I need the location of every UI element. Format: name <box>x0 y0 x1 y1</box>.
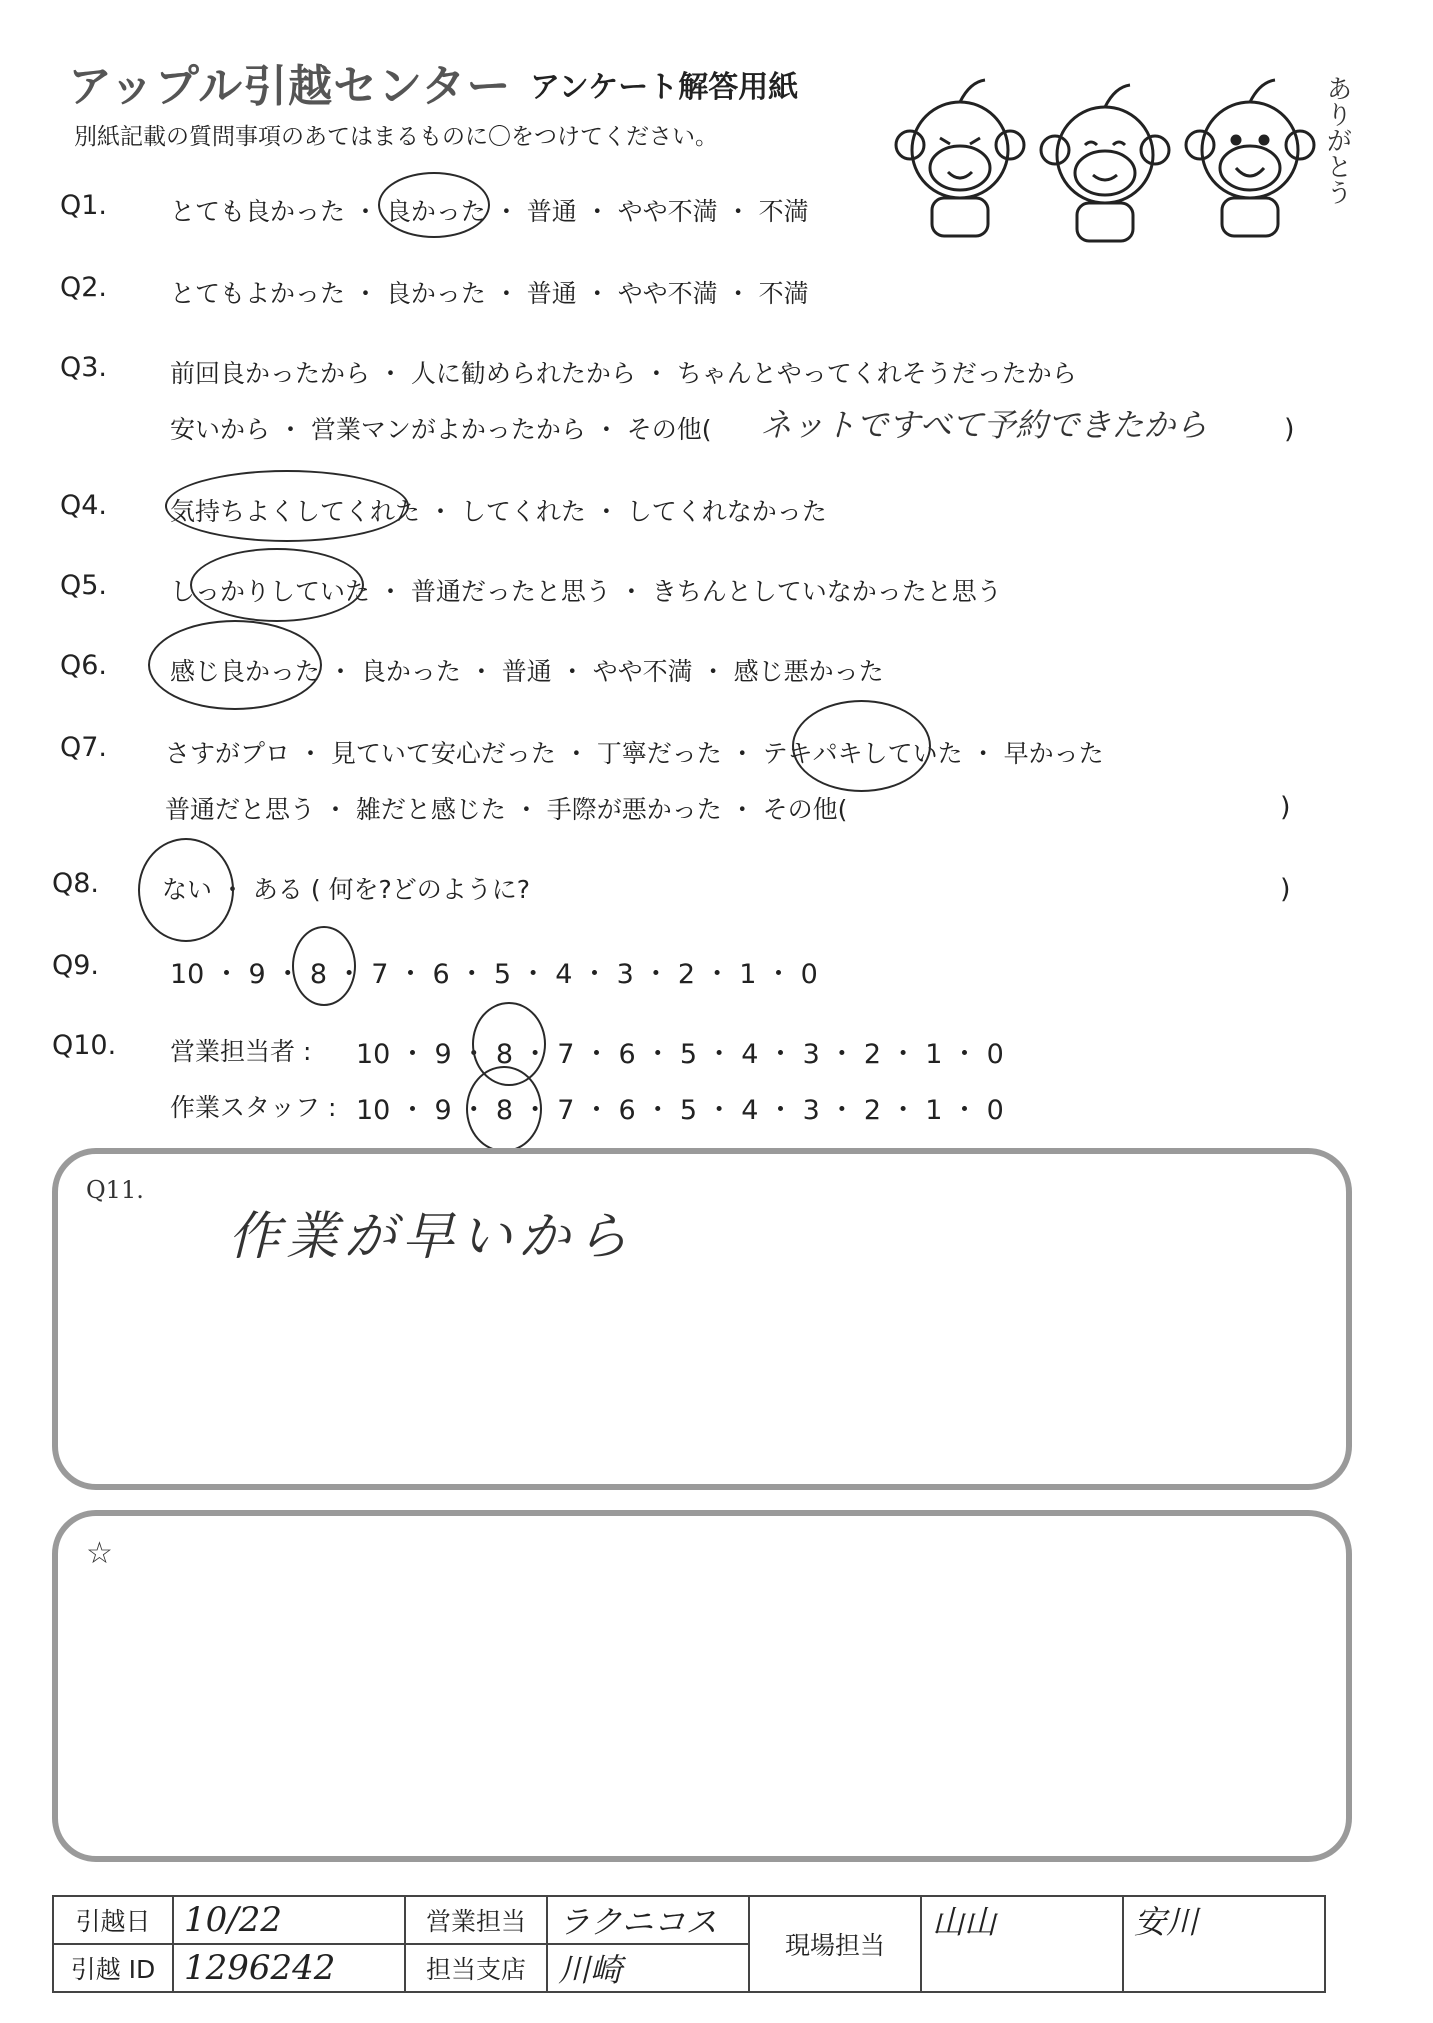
q10-sales-label: 営業担当者 : <box>170 1037 312 1066</box>
answer-circle-q5 <box>190 548 364 622</box>
answer-circle-q8 <box>138 838 234 942</box>
q3-label: Q3. <box>60 352 108 383</box>
q7-label: Q7. <box>60 732 108 763</box>
q1-label: Q1. <box>60 190 108 221</box>
q6-options: 感じ良かった ・ 良かった ・ 普通 ・ やや不満 ・ 感じ悪かった <box>170 657 884 686</box>
site-rep-label: 現場担当 <box>749 1896 921 1992</box>
q11-label: Q11. <box>86 1176 144 1204</box>
q7-options-line1: さすがプロ ・ 見ていて安心だった ・ 丁寧だった ・ テキパキしていた ・ 早かった <box>165 739 1104 768</box>
branch-value: 川崎 <box>547 1944 749 1992</box>
q2-options: とてもよかった ・ 良かった ・ 普通 ・ やや不満 ・ 不満 <box>170 279 809 308</box>
q6-label: Q6. <box>60 650 108 681</box>
move-date-value: 10/22 <box>173 1896 405 1944</box>
move-id-value: 1296242 <box>173 1944 405 1992</box>
answer-circle-q7 <box>792 700 931 792</box>
sales-rep-label: 営業担当 <box>405 1896 547 1944</box>
q10-label: Q10. <box>52 1030 117 1061</box>
answer-circle-q4 <box>165 470 409 542</box>
q9-label: Q9. <box>52 950 100 981</box>
q7-close-paren: ) <box>1280 792 1291 823</box>
answer-circle-q9 <box>292 926 356 1006</box>
q11-answer-box <box>52 1148 1352 1490</box>
footer-info-table <box>52 1895 1326 1993</box>
q9-options: 10 ・ 9 ・ 8 ・ 7 ・ 6 ・ 5 ・ 4 ・ 3 ・ 2 ・ 1 ・ 0 <box>170 959 818 990</box>
q4-options: 気持ちよくしてくれた ・ してくれた ・ してくれなかった <box>170 497 827 526</box>
instruction-text: 別紙記載の質問事項のあてはまるものに〇をつけてください。 <box>74 124 718 150</box>
q8-close-paren: ) <box>1280 874 1291 905</box>
answer-circle-q1 <box>378 172 490 238</box>
q5-label: Q5. <box>60 570 108 601</box>
q3-options-line2: 安いから ・ 営業マンがよかったから ・ その他( <box>170 415 712 444</box>
q8-options: ない ・ ある ( 何を?どのように? <box>162 875 531 904</box>
sales-rep-value: ラクニコス <box>547 1896 749 1944</box>
q8-label: Q8. <box>52 868 100 899</box>
q10-sales-options: 10 ・ 9 ・ 8 ・ 7 ・ 6 ・ 5 ・ 4 ・ 3 ・ 2 ・ 1 ・ 0 <box>356 1039 1004 1070</box>
q3-options-line1: 前回良かったから ・ 人に勧められたから ・ ちゃんとやってくれそうだったから <box>170 359 1077 388</box>
q3-close-paren: ) <box>1284 414 1295 445</box>
answer-circle-q6 <box>148 620 322 710</box>
branch-label: 担当支店 <box>405 1944 547 1992</box>
q5-options: しっかりしていた ・ 普通だったと思う ・ きちんとしていなかったと思う <box>170 577 1002 606</box>
q4-label: Q4. <box>60 490 108 521</box>
company-title: アップル引越センター <box>68 61 512 112</box>
form-subtitle: アンケート解答用紙 <box>530 70 799 105</box>
q11-handwritten-answer: 作業が早いから <box>228 1207 635 1267</box>
q10-staff-label: 作業スタッフ : <box>170 1093 337 1122</box>
q7-options-line2: 普通だと思う ・ 雑だと感じた ・ 手際が悪かった ・ その他( <box>165 795 848 824</box>
q10-staff-options: 10 ・ 9 ・ 8 ・ 7 ・ 6 ・ 5 ・ 4 ・ 3 ・ 2 ・ 1 ・ 0 <box>356 1095 1004 1126</box>
move-date-label: 引越日 <box>53 1896 173 1944</box>
q2-label: Q2. <box>60 272 108 303</box>
site-rep-value-1: 山山 <box>921 1896 1123 1992</box>
site-rep-value-2: 安川 <box>1123 1896 1325 1992</box>
q1-options: とても良かった ・ 良かった ・ 普通 ・ やや不満 ・ 不満 <box>170 197 809 226</box>
comment-star-label: ☆ <box>86 1536 113 1571</box>
comment-box <box>52 1510 1352 1862</box>
thanks-vertical-text: ありがとう <box>1322 75 1352 205</box>
move-id-label: 引越 ID <box>53 1944 173 1992</box>
monkey-mascots-illustration <box>880 55 1350 245</box>
q3-handwritten-other: ネットですべて予約できたから <box>760 406 1208 444</box>
answer-circle-q10-staff <box>466 1066 542 1152</box>
